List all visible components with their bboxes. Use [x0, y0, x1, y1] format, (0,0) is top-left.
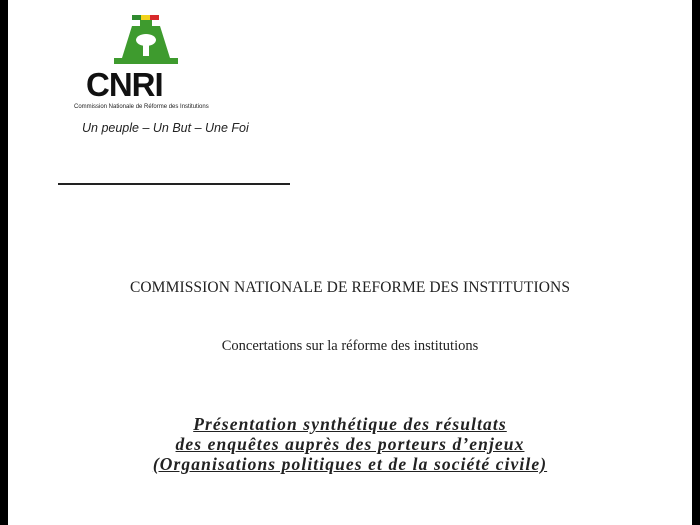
emblem-icon — [70, 12, 230, 72]
logo-acronym: CNRI — [86, 66, 163, 103]
organization-heading: COMMISSION NATIONALE DE REFORME DES INSTITUTIONS — [129, 279, 571, 296]
horizontal-rule — [58, 183, 290, 185]
document-title — [8, 414, 692, 474]
subtitle: Concertations sur la réforme des institutions — [221, 338, 479, 354]
title-line: Présentation synthétique des résultats — [193, 414, 507, 434]
motto: Un peuple – Un But – Une Foi — [82, 121, 249, 135]
document-page — [8, 0, 692, 525]
title-line: des enquêtes auprès des porteurs d’enjeux — [175, 434, 525, 454]
title-line: (Organisations politiques et de la société civile) — [152, 454, 548, 474]
logo-full-name: Commission Nationale de Réforme des Institutions — [74, 104, 209, 110]
cnri-logo — [70, 12, 230, 116]
